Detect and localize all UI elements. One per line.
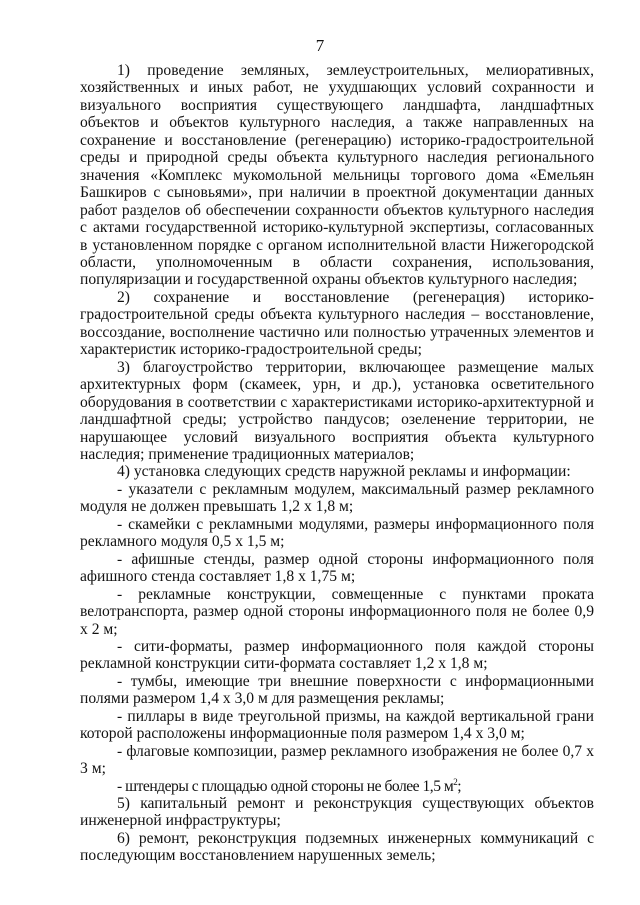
ad-sandwich-boards <box>80 778 594 795</box>
paragraph-item-2: 2) сохранение и восстановление (регенерация) историко-градостроительной среды объекта культурного наследия – восстановление, воссоздание, восполнение частично или полностью утраченных элементов и характеристик историко-градостроительной среды; <box>80 288 594 359</box>
ad-benches: - скамейки с рекламными модулями, размеры информационного поля рекламного модуля 0,5 х 1,5 м; <box>80 515 594 551</box>
page-number: 7 <box>315 36 325 55</box>
paragraph-item-1: 1) проведение земляных, землеустроительных, мелиоративных, хозяйственных и иных работ, не ухудшающих условий сохранности и визуального восприятия существующего ландшафта, ландшафтных объектов и объектов культурного наследия, а также направленных на сохранение и восстановление (регенерацию) историко-градостроительной среды и природной среды объекта культурного наследия регионального значения «Комплекс мукомольной мельницы торгового дома «Емельян Башкиров с сыновьями», при наличии в проектной документации данных работ разделов об обеспечении сохранности объектов культурного наследия с актами государственной историко-культурной экспертизы, согласованных в установленном порядке с органом исполнительной власти Нижегородской области, уполномоченным в области сохранения, использования, популяризации и государственной охраны объектов культурного наследия; <box>80 62 594 289</box>
ad-pointers: - указатели с рекламным модулем, максимальный размер рекламного модуля не должен превышать 1,2 х 1,8 м; <box>80 480 594 516</box>
document-body <box>80 62 594 865</box>
paragraph-item-5: 5) капитальный ремонт и реконструкция существующих объектов инженерной инфраструктуры; <box>80 795 594 830</box>
ad-pillars: - пиллары в виде треугольной призмы, на каждой вертикальной грани которой расположены информационные поля размером 1,4 х 3,0 м; <box>80 707 594 743</box>
ad-flag-compositions: - флаговые композиции, размер рекламного изображения не более 0,7 х 3 м; <box>80 742 594 778</box>
paragraph-item-3: 3) благоустройство территории, включающее размещение малых архитектурных форм (скамеек, урн, и др.), установка осветительного оборудования в соответствии с характеристиками историко-архитектурной и ландшафтной среды; устройство пандусов; озеленение территории, не нарушающее условий визуального восприятия объекта культурного наследия; применение традиционных материалов; <box>80 358 594 463</box>
shtender-text: - штендеры с площадью одной стороны не более 1,5 м <box>117 777 454 795</box>
paragraph-item-4: 4) установка следующих средств наружной рекламы и информации: <box>117 463 571 481</box>
ad-bike-rental: - рекламные конструкции, совмещенные с пунктами проката велотранспорта, размер одной стороны информационного поля не более 0,9 х 2 м; <box>80 585 594 638</box>
square-superscript: 2 <box>453 776 458 787</box>
ad-city-formats: - сити-форматы, размер информационного поля каждой стороны рекламной конструкции сити-формата составляет 1,2 х 1,8 м; <box>80 637 594 673</box>
ad-poster-stands: - афишные стенды, размер одной стороны информационного поля афишного стенда составляет 1,8 х 1,75 м; <box>80 550 594 586</box>
paragraph-item-6: 6) ремонт, реконструкция подземных инженерных коммуникаций с последующим восстановлением нарушенных земель; <box>80 829 594 865</box>
shtender-tail: ; <box>457 777 462 795</box>
ad-pedestals: - тумбы, имеющие три внешние поверхности с информационными полями размером 1,4 х 3,0 м для размещения рекламы; <box>80 672 594 708</box>
